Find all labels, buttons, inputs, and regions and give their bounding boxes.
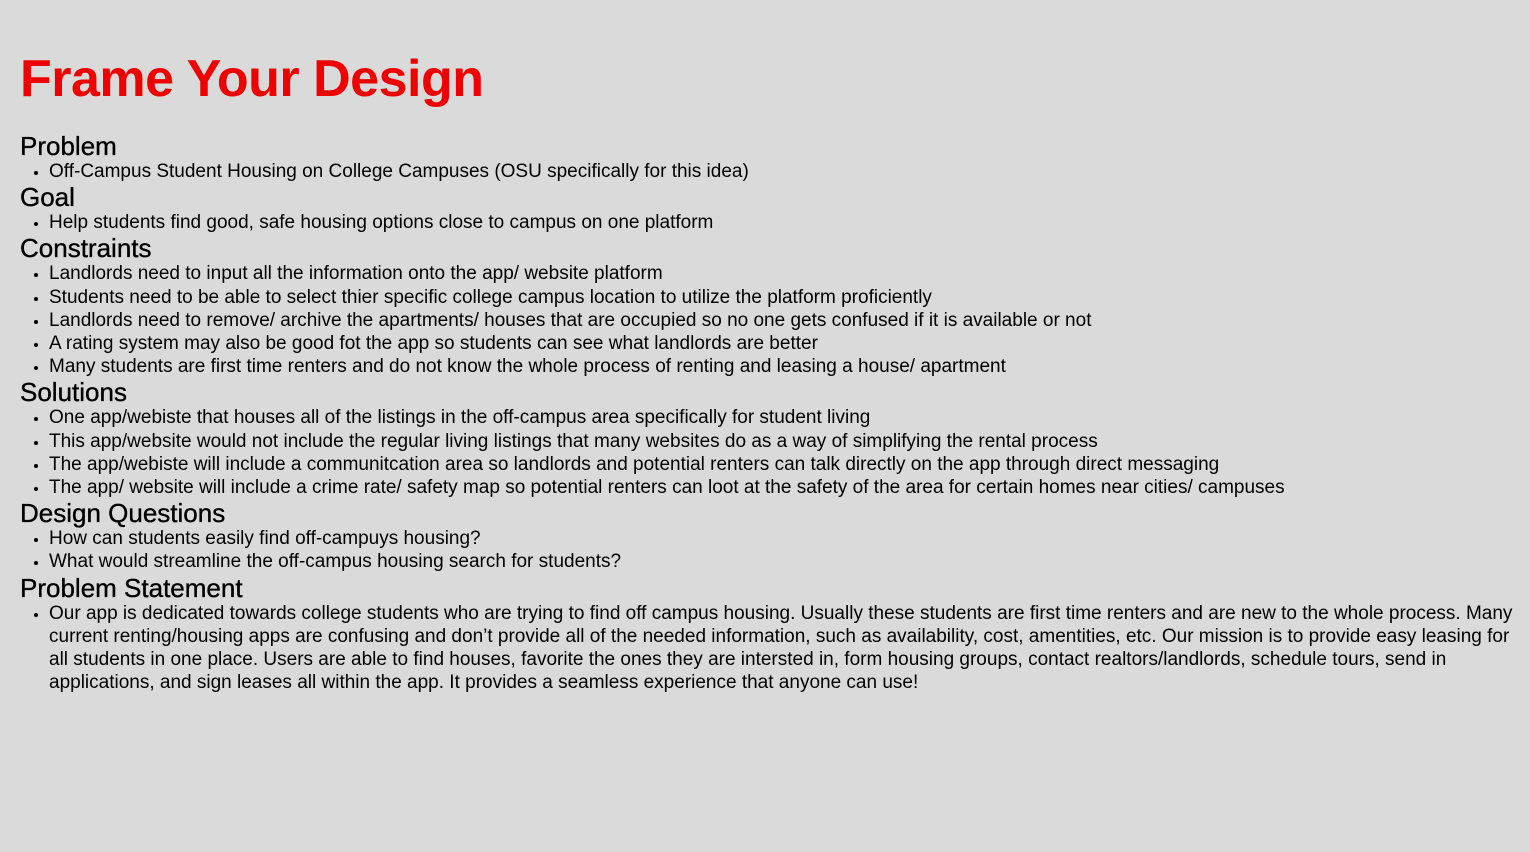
section-heading-design-questions: Design Questions: [20, 498, 226, 529]
problem-list: [20, 160, 1515, 183]
section-goal: [20, 183, 1515, 234]
frame-your-design-page: [20, 48, 1515, 694]
section-solutions: [20, 378, 1515, 499]
solutions-list: [20, 406, 1515, 499]
constraints-list: [20, 262, 1515, 378]
list-item: • This app/website would not include the regular living listings that many websites do as a way of simplifying the rental process: [49, 430, 1515, 453]
problem-statement-paragraph: • Our app is dedicated towards college students who are trying to find off campus housing. Usually these students are first time renters and are new to the whole process. Many current renting/housing apps are confusing and don’t provide all of the needed information, such as availability, cost, amentities, etc. Our mission is to provide easy leasing for all students in one place. Users are able to find houses, favorite the ones they are intersted in, form housing groups, contact realtors/landlords, schedule tours, send in applications, and sign leases all within the app. It provides a seamless experience that anyone can use!: [49, 602, 1515, 695]
section-heading-problem-statement: Problem Statement: [20, 572, 243, 603]
section-heading-goal: Goal: [20, 182, 75, 213]
section-problem-statement: [20, 574, 1515, 695]
list-item: • Off-Campus Student Housing on College Campuses (OSU specifically for this idea): [49, 160, 1515, 183]
section-heading-solutions: Solutions: [20, 377, 127, 408]
list-item: • The app/ website will include a crime rate/ safety map so potential renters can loot at the safety of the area for certain homes near cities/ campuses: [49, 476, 1515, 499]
section-constraints: [20, 234, 1515, 378]
section-problem: [20, 132, 1515, 183]
list-item: • Landlords need to input all the information onto the app/ website platform: [49, 262, 1515, 285]
page-title: Frame Your Design: [20, 50, 484, 108]
list-item: • Students need to be able to select thier specific college campus location to utilize the platform proficiently: [49, 286, 1515, 309]
list-item: • The app/webiste will include a communitcation area so landlords and potential renters can talk directly on the app through direct messaging: [49, 453, 1515, 476]
list-item: • Many students are first time renters and do not know the whole process of renting and leasing a house/ apartment: [49, 355, 1515, 378]
section-design-questions: [20, 499, 1515, 573]
list-item: • A rating system may also be good fot the app so students can see what landlords are better: [49, 332, 1515, 355]
goal-list: [20, 211, 1515, 234]
design-questions-list: [20, 527, 1515, 573]
list-item: • Landlords need to remove/ archive the apartments/ houses that are occupied so no one gets confused if it is available or not: [49, 309, 1515, 332]
list-item: • What would streamline the off-campus housing search for students?: [49, 550, 1515, 573]
section-heading-constraints: Constraints: [20, 233, 152, 264]
list-item: • How can students easily find off-campuys housing?: [49, 527, 1515, 550]
problem-statement-list: [20, 602, 1515, 695]
list-item: • Help students find good, safe housing options close to campus on one platform: [49, 211, 1515, 234]
section-heading-problem: Problem: [20, 131, 117, 161]
list-item: • One app/webiste that houses all of the listings in the off-campus area specifically for student living: [49, 406, 1515, 429]
